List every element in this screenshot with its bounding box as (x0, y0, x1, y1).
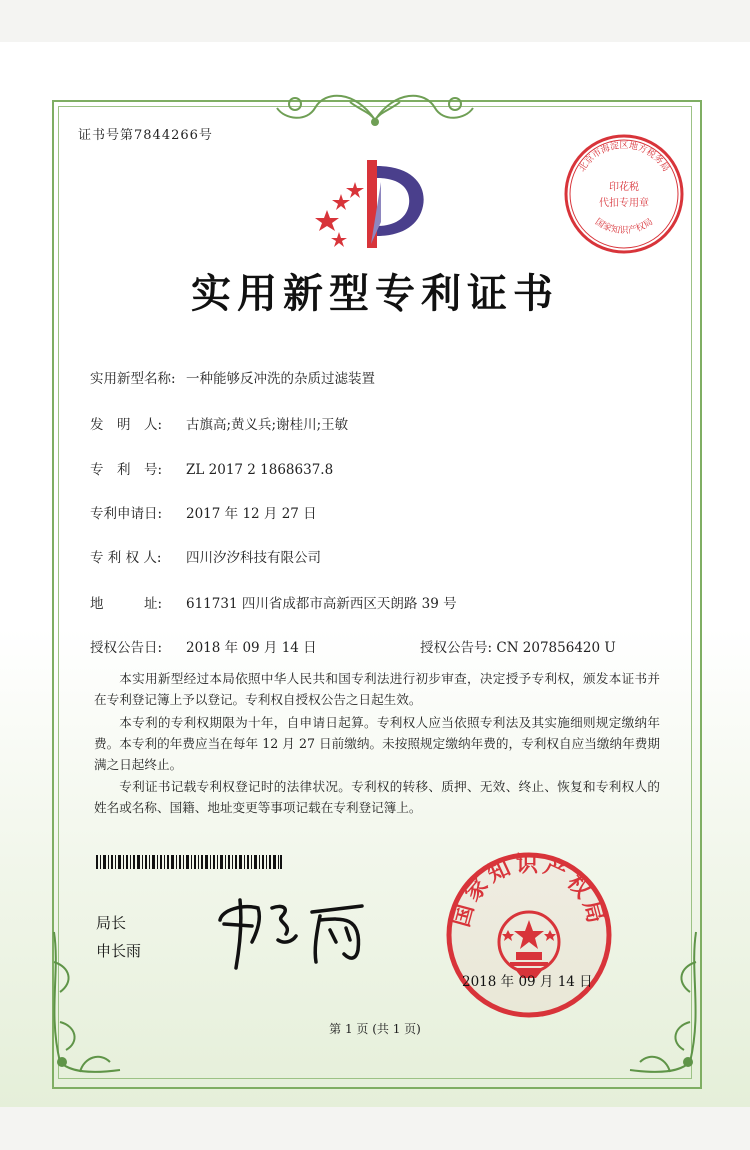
field-value: 一种能够反冲洗的杂质过滤装置 (186, 371, 375, 387)
stamp-top-center-line2: 代扣专用章 (599, 198, 649, 209)
official-seal-icon (444, 850, 614, 1020)
svg-text:国家知识产权局 (593, 216, 655, 236)
stamp-top-ring-text: 北京市海淀区地方税务局 (577, 141, 671, 174)
page-number: 第 1 页 (共 1 页) (329, 1022, 421, 1036)
field-label: 专 利 权 人: (90, 550, 162, 566)
field-label: 发 明 人: (90, 417, 163, 433)
field-application-date (90, 502, 317, 522)
top-ornament-icon (255, 90, 495, 130)
director-signature-icon (212, 890, 382, 970)
director-title: 局长 (96, 914, 127, 932)
field-label: 实用新型名称: (90, 371, 176, 387)
seal-ring-text: 国家知识产权局 (449, 852, 609, 930)
field-value: ZL 2017 2 1868637.8 (186, 462, 334, 478)
field-value: 611731 四川省成都市高新西区天朗路 39 号 (186, 596, 457, 612)
field-label: 地 址: (90, 596, 163, 612)
barcode-icon (96, 855, 282, 869)
stamp-top-bottom-text: 国家知识产权局 (592, 217, 656, 237)
field-value: 四川汐汐科技有限公司 (186, 550, 321, 566)
stamp-top-icon (562, 132, 686, 256)
statement-paragraph: 本专利的专利权期限为十年，自申请日起算。专利权人应当依照专利法及其实施细则规定缴纳年费。本专利的年费应当在每年 12 月 27 日前缴纳。未按照规定缴纳年费的，专利权自应当缴纳年费期满之日起终止。 (94, 715, 660, 772)
field-value: 古旗高;黄义兵;谢桂川;王敏 (186, 417, 349, 433)
field-address (90, 592, 457, 612)
field-label: 专利申请日: (90, 506, 163, 522)
field-label: 授权公告日: (90, 640, 163, 656)
svg-text:北京市海淀区地方税务局 (576, 139, 672, 174)
field-utility-model-name (90, 367, 375, 387)
field-label: 专 利 号: (90, 462, 163, 478)
field-patentee (90, 546, 321, 566)
certificate-number: 证书号第7844266号 (78, 128, 213, 143)
director-name: 申长雨 (96, 942, 142, 960)
field-value: CN 207856420 U (496, 640, 616, 656)
bottom-right-ornament-icon (620, 922, 710, 1082)
field-inventors (90, 413, 348, 433)
statement-paragraph: 本实用新型经过本局依照中华人民共和国专利法进行初步审查，决定授予专利权，颁发本证书并在专利登记簿上予以登记。专利权自授权公告之日起生效。 (94, 671, 660, 707)
field-announcement-number (420, 636, 616, 656)
certificate-title: 实用新型专利证书 (191, 270, 559, 317)
field-value: 2017 年 12 月 27 日 (186, 506, 317, 522)
field-label: 授权公告号: (420, 640, 493, 656)
field-patent-number (90, 458, 333, 478)
patent-office-emblem-icon (315, 152, 435, 252)
statement-paragraph: 专利证书记载专利权登记时的法律状况。专利权的转移、质押、无效、终止、恢复和专利权人的姓名或名称、国籍、地址变更等事项记载在专利登记簿上。 (94, 779, 660, 815)
field-announcement-date (90, 636, 317, 656)
stamp-top-center-line1: 印花税 (609, 182, 639, 193)
seal-date: 2018 年 09 月 14 日 (462, 974, 593, 990)
field-value: 2018 年 09 月 14 日 (186, 640, 317, 656)
